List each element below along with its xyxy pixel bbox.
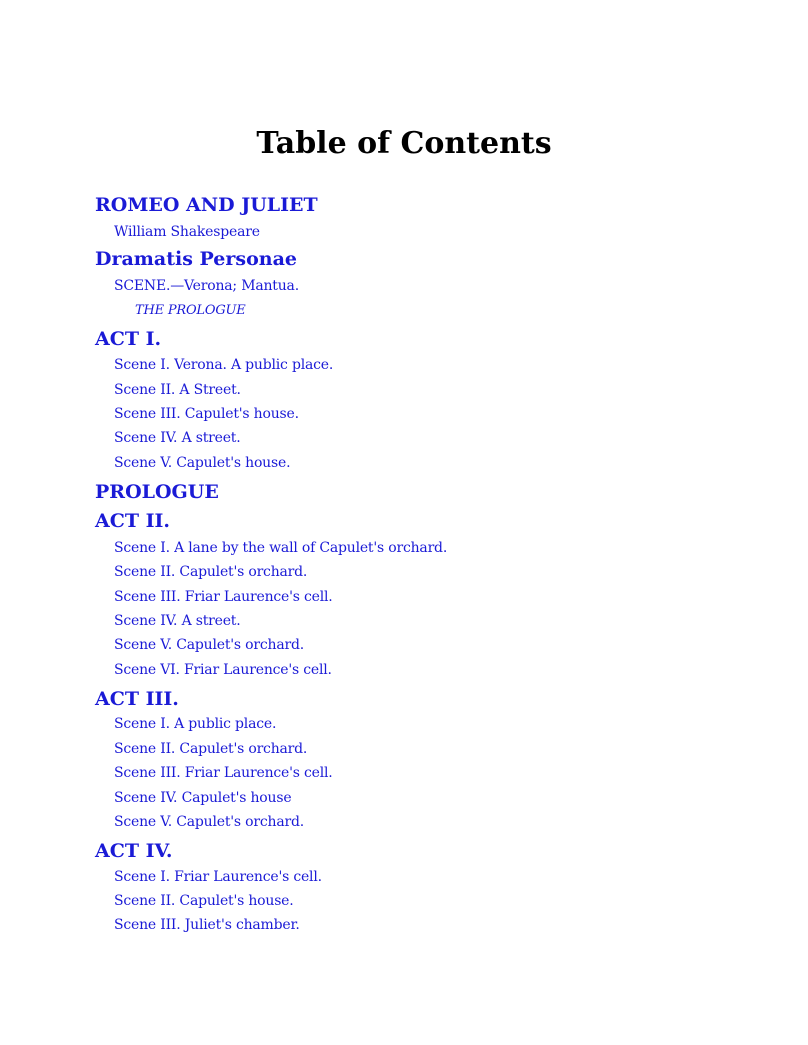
- toc-link-act2-scene1[interactable]: Scene I. A lane by the wall of Capulet's orchard.: [114, 540, 448, 556]
- toc-link-act4-scene1[interactable]: Scene I. Friar Laurence's cell.: [114, 869, 322, 885]
- toc-link-act3-scene2[interactable]: Scene II. Capulet's orchard.: [114, 741, 308, 757]
- toc-link-romeo-and-juliet[interactable]: ROMEO AND JULIET: [95, 194, 318, 216]
- toc-link-dramatis-personae[interactable]: Dramatis Personae: [95, 248, 297, 270]
- toc-link-act-3[interactable]: ACT III.: [95, 688, 179, 710]
- toc-link-act3-scene5[interactable]: Scene V. Capulet's orchard.: [114, 814, 304, 830]
- toc-link-act-1[interactable]: ACT I.: [95, 328, 162, 350]
- toc-link-act1-scene5[interactable]: Scene V. Capulet's house.: [114, 455, 291, 471]
- toc-link-act1-scene2[interactable]: Scene II. A Street.: [114, 382, 241, 398]
- toc-link-act2-scene2[interactable]: Scene II. Capulet's orchard.: [114, 564, 308, 580]
- toc-link-author[interactable]: William Shakespeare: [114, 224, 260, 240]
- page-title: Table of Contents: [256, 126, 552, 161]
- toc-link-act1-scene4[interactable]: Scene IV. A street.: [114, 430, 241, 446]
- toc-link-act2-scene6[interactable]: Scene VI. Friar Laurence's cell.: [114, 662, 332, 678]
- toc-link-act3-scene3[interactable]: Scene III. Friar Laurence's cell.: [114, 765, 333, 781]
- toc-link-act4-scene2[interactable]: Scene II. Capulet's house.: [114, 893, 294, 909]
- toc-link-act-4[interactable]: ACT IV.: [95, 840, 173, 862]
- toc-link-act2-scene4[interactable]: Scene IV. A street.: [114, 613, 241, 629]
- toc-link-act4-scene3[interactable]: Scene III. Juliet's chamber.: [114, 917, 300, 933]
- toc-link-act-2[interactable]: ACT II.: [95, 510, 171, 532]
- toc-link-act3-scene4[interactable]: Scene IV. Capulet's house: [114, 790, 292, 806]
- toc-link-prologue[interactable]: PROLOGUE: [95, 481, 219, 503]
- toc-link-act2-scene5[interactable]: Scene V. Capulet's orchard.: [114, 637, 304, 653]
- toc-link-scene-setting[interactable]: SCENE.—Verona; Mantua.: [114, 278, 299, 294]
- toc-link-act1-scene3[interactable]: Scene III. Capulet's house.: [114, 406, 299, 422]
- toc-link-act1-scene1[interactable]: Scene I. Verona. A public place.: [114, 357, 334, 373]
- toc-link-act3-scene1[interactable]: Scene I. A public place.: [114, 716, 277, 732]
- toc-link-act2-scene3[interactable]: Scene III. Friar Laurence's cell.: [114, 589, 333, 605]
- toc-link-the-prologue[interactable]: THE PROLOGUE: [135, 303, 246, 318]
